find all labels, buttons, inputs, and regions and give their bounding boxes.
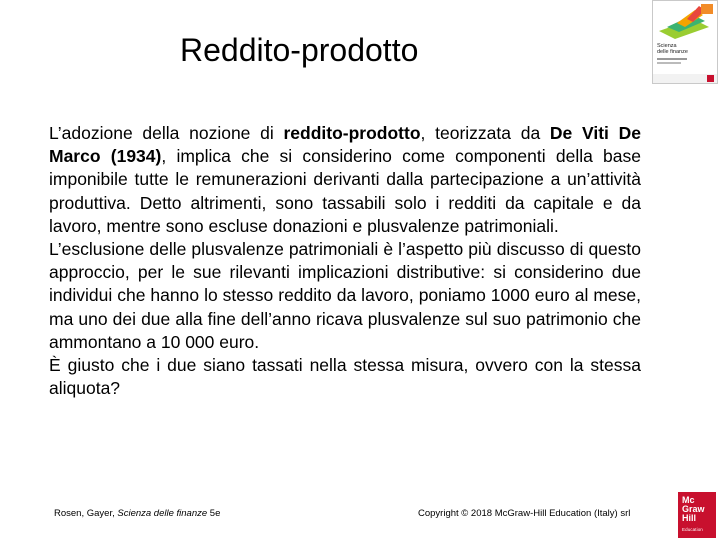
book-cover-footer (653, 74, 717, 83)
slide-title: Reddito-prodotto (180, 32, 419, 68)
body-text: , teorizzata da (420, 123, 550, 143)
body-paragraph (49, 354, 641, 400)
body-paragraph (49, 122, 641, 238)
book-cover-author-lines (657, 58, 715, 64)
book-cover-art (653, 1, 717, 41)
book-cover-title: Scienza delle finanze (657, 43, 688, 55)
mcgraw-hill-logo (678, 492, 716, 538)
book-publisher-mark (707, 75, 714, 82)
body-paragraph (49, 238, 641, 354)
body-text: L’esclusione delle plusvalenze patrimoniali è l’aspetto più discusso di questo approccio, per le sue rilevanti implicazioni distributive: si considerino due individui che hanno lo stesso reddito da lavoro, poniamo 1000 euro al mese, ma uno dei due alla fine dell’anno ricava plusvalenze sul suo patrimonio che ammontano a 10 000 euro. (49, 239, 641, 352)
slide-body (49, 122, 641, 400)
body-text: L’adozione della nozione di (49, 123, 284, 143)
footer-copyright: Copyright © 2018 McGraw-Hill Education (Italy) srl (418, 508, 631, 519)
logo-education-label: Education (682, 527, 703, 532)
body-text: , implica che si considerino come componenti della base imponibile tutte le remunerazioni derivanti dalla partecipazione a un’attività produttiva. Detto altrimenti, sono tassabili solo i redditi da capitale e da lavoro, mentre sono escluse donazioni e plusvalenze patrimoniali. (49, 146, 641, 236)
body-bold-text: reddito-prodotto (283, 123, 421, 143)
footer-citation: Rosen, Gayer, Scienza delle finanze 5e (54, 508, 221, 519)
book-cover-image (652, 0, 718, 84)
body-text: È giusto che i due siano tassati nella stessa misura, ovvero con la stessa aliquota? (49, 355, 641, 399)
logo-wordmark: Mc Graw Hill (682, 495, 705, 523)
body-bold-text: De Viti De Marco (1934) (49, 123, 641, 167)
